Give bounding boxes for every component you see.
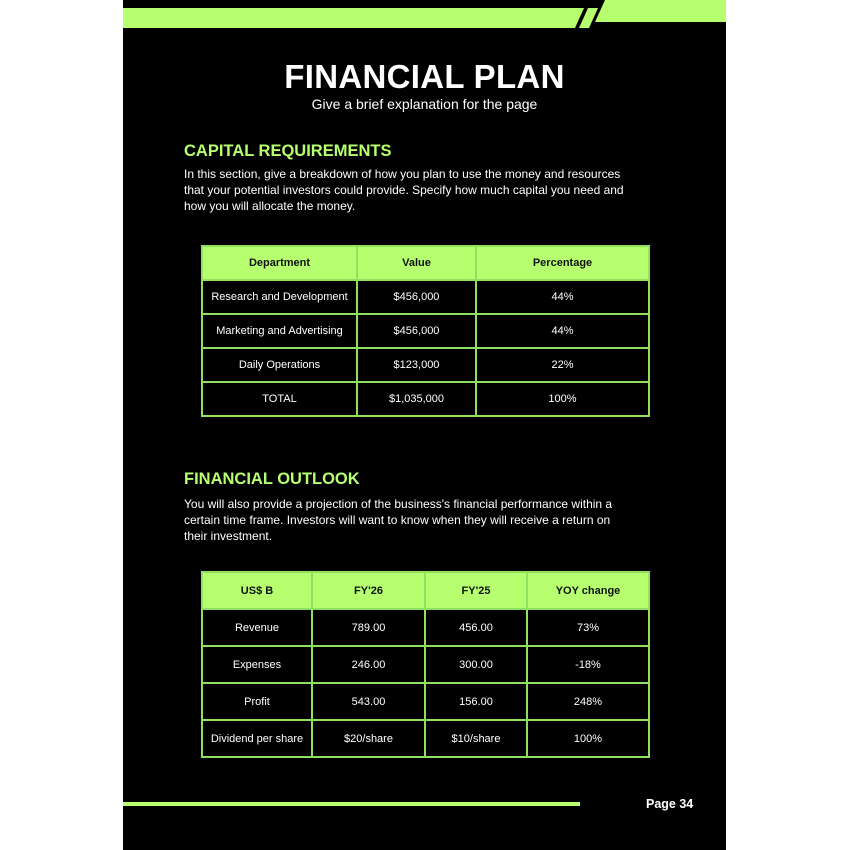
- page-number: Page 34: [646, 797, 694, 811]
- document-page: [123, 0, 726, 850]
- table-cell: 22%: [476, 348, 649, 382]
- table-cell: 156.00: [425, 683, 527, 720]
- table-cell: $456,000: [357, 314, 476, 348]
- page-subtitle: Give a brief explanation for the page: [311, 96, 538, 112]
- table-cell: Revenue: [202, 609, 312, 646]
- page-title: FINANCIAL PLAN: [284, 58, 565, 95]
- table-header-row: [202, 246, 649, 280]
- table-cell: $1,035,000: [357, 382, 476, 416]
- table-cell: TOTAL: [202, 382, 357, 416]
- table-cell: $456,000: [357, 280, 476, 314]
- table-cell: -18%: [527, 646, 649, 683]
- table-cell: 44%: [476, 280, 649, 314]
- table-cell: 789.00: [312, 609, 425, 646]
- paragraph-line: their investment.: [184, 529, 273, 543]
- financial-outlook-heading: FINANCIAL OUTLOOK: [184, 470, 360, 488]
- top-accent-bar: [123, 0, 726, 28]
- table-header-row: [202, 572, 649, 609]
- table-cell: 248%: [527, 683, 649, 720]
- capital-requirements-heading: CAPITAL REQUIREMENTS: [184, 142, 392, 160]
- table-cell: 246.00: [312, 646, 425, 683]
- table-row: [202, 720, 649, 757]
- financial-outlook-paragraph: [184, 496, 674, 544]
- column-header: YOY change: [527, 572, 649, 609]
- column-header: Department: [202, 246, 357, 280]
- paragraph-line: certain time frame. Investors will want to know when they will receive a return on: [184, 513, 611, 527]
- table-row: [202, 382, 649, 416]
- bottom-accent-line: [123, 802, 580, 806]
- column-header: Value: [357, 246, 476, 280]
- table-cell: 100%: [476, 382, 649, 416]
- column-header: FY'26: [312, 572, 425, 609]
- table-row: [202, 683, 649, 720]
- paragraph-line: how you will allocate the money.: [184, 199, 356, 213]
- table-row: [202, 646, 649, 683]
- table-cell: 73%: [527, 609, 649, 646]
- table-row: [202, 314, 649, 348]
- top-accent-bar-right: [595, 0, 726, 22]
- table-cell: 100%: [527, 720, 649, 757]
- capital-requirements-paragraph: [184, 166, 674, 214]
- table-cell: Dividend per share: [202, 720, 312, 757]
- table-cell: 300.00: [425, 646, 527, 683]
- capital-requirements-table: [201, 245, 650, 417]
- paragraph-line: In this section, give a breakdown of how you plan to use the money and resources: [184, 167, 621, 181]
- table-cell: Research and Development: [202, 280, 357, 314]
- paragraph-line: that your potential investors could provide. Specify how much capital you need and: [184, 183, 624, 197]
- table-cell: Expenses: [202, 646, 312, 683]
- table-cell: Daily Operations: [202, 348, 357, 382]
- table-cell: 44%: [476, 314, 649, 348]
- table-row: [202, 280, 649, 314]
- table-cell: 456.00: [425, 609, 527, 646]
- table-row: [202, 609, 649, 646]
- table-cell: $20/share: [312, 720, 425, 757]
- table-cell: $123,000: [357, 348, 476, 382]
- column-header: FY'25: [425, 572, 527, 609]
- table-row: [202, 348, 649, 382]
- column-header: US$ B: [202, 572, 312, 609]
- table-cell: 543.00: [312, 683, 425, 720]
- table-cell: $10/share: [425, 720, 527, 757]
- table-cell: Profit: [202, 683, 312, 720]
- table-cell: Marketing and Advertising: [202, 314, 357, 348]
- financial-outlook-table: [201, 571, 650, 758]
- paragraph-line: You will also provide a projection of the business's financial performance within a: [184, 497, 613, 511]
- column-header: Percentage: [476, 246, 649, 280]
- top-accent-bar-main: [123, 8, 575, 28]
